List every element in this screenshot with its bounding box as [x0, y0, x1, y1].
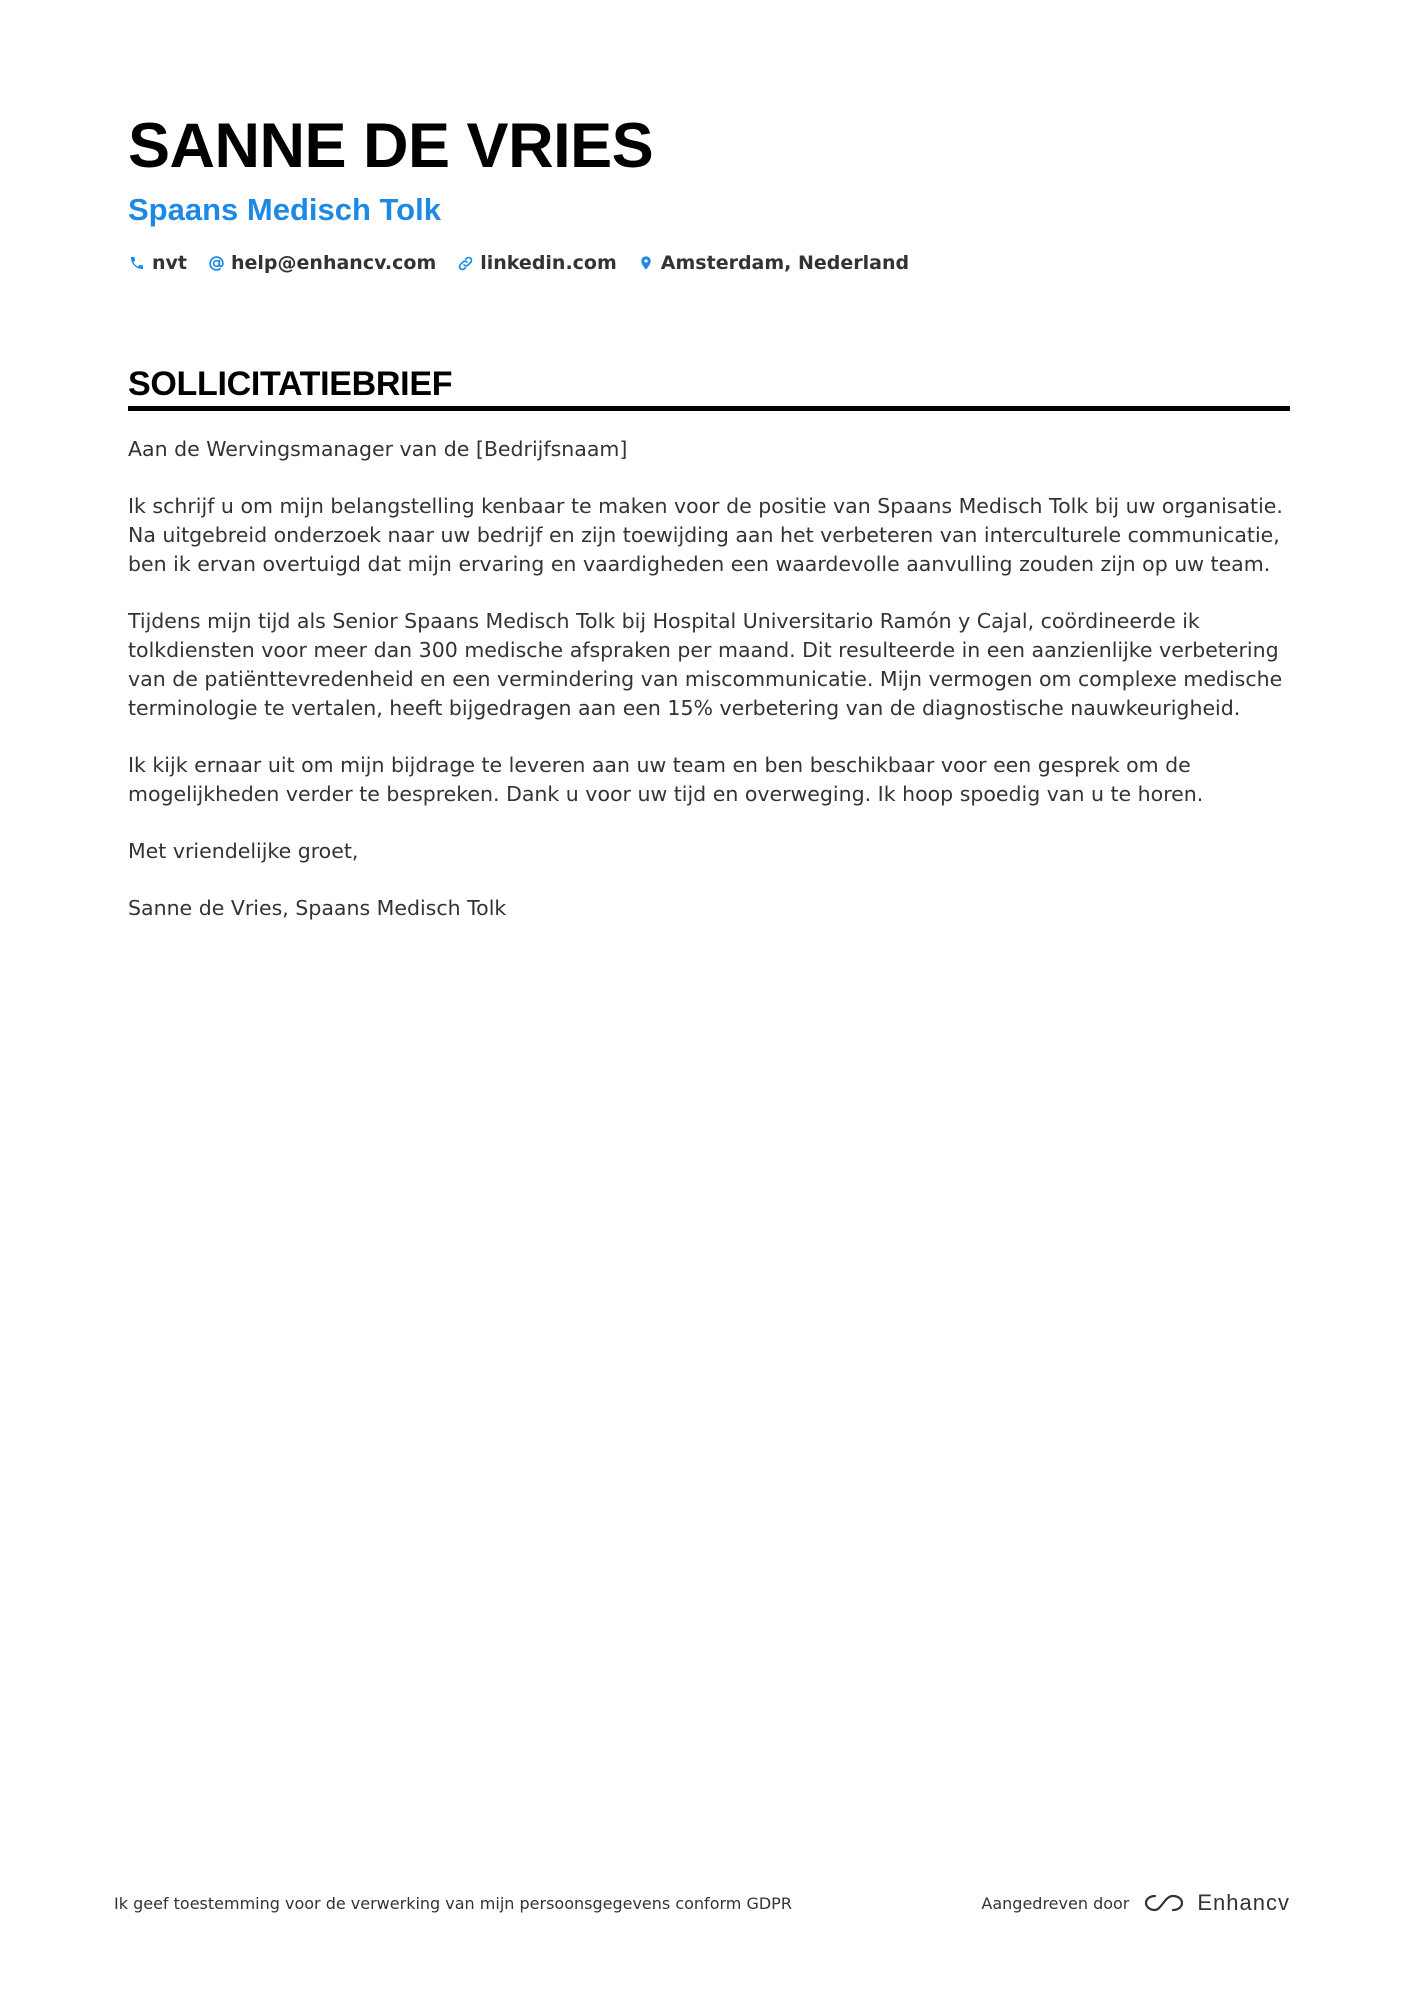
letter-closing: Met vriendelijke groet,: [128, 839, 359, 863]
phone-icon: [128, 254, 146, 272]
contact-bar: [128, 252, 1290, 274]
location-pin-icon: [637, 254, 655, 272]
letter-salutation: Aan de Wervingsmanager van de [Bedrijfsnaam]: [128, 437, 628, 461]
powered-by-label: Aangedreven door: [981, 1893, 1130, 1913]
letter-paragraph: Ik schrijf u om mijn belangstelling kenbaar te maken voor de positie van Spaans Medisch Tolk bij uw organisatie. Na uitgebreid onderzoek naar uw bedrijf en zijn toewijding aan het verbeteren van interculturele communicatie, ben ik ervan overtuigd dat mijn ervaring en vaardigheden een waardevolle aanvulling zouden zijn op uw team.: [128, 494, 1283, 576]
contact-location: [637, 252, 909, 274]
contact-email-text[interactable]: help@enhancv.com: [231, 252, 437, 274]
powered-by[interactable]: [981, 1890, 1290, 1916]
job-title: Spaans Medisch Tolk: [128, 192, 441, 227]
section-title: SOLLICITATIEBRIEF: [128, 364, 1290, 411]
letter-paragraph: Tijdens mijn tijd als Senior Spaans Medisch Tolk bij Hospital Universitario Ramón y Cajal, coördineerde ik tolkdiensten voor meer dan 300 medische afspraken per maand. Dit resulteerde in een aanzienlijke verbetering van de patiënttevredenheid en een vermindering van miscommunicatie. Mijn vermogen om complexe medische terminologie te vertalen, heeft bijgedragen aan een 15% verbetering van de diagnostische nauwkeurigheid.: [128, 609, 1283, 720]
cover-letter-body: [128, 435, 1290, 923]
enhancv-logo-icon: [1141, 1891, 1187, 1915]
letter-signature: Sanne de Vries, Spaans Medisch Tolk: [128, 896, 507, 920]
candidate-name: SANNE DE VRIES: [128, 111, 654, 181]
contact-linkedin-text[interactable]: linkedin.com: [480, 252, 617, 274]
contact-phone-text: nvt: [152, 252, 187, 274]
resume-page: [128, 110, 1290, 951]
letter-paragraph: Ik kijk ernaar uit om mijn bijdrage te leveren aan uw team en ben beschikbaar voor een gesprek om de mogelijkheden verder te bespreken. Dank u voor uw tijd en overweging. Ik hoop spoedig van u te horen.: [128, 753, 1204, 806]
enhancv-brand: Enhancv: [1197, 1890, 1290, 1915]
link-icon: [456, 254, 474, 272]
at-icon: [207, 254, 225, 272]
contact-email[interactable]: [207, 252, 436, 274]
contact-location-text: Amsterdam, Nederland: [660, 252, 910, 274]
contact-phone: [128, 252, 187, 274]
page-footer: [114, 1890, 1290, 1916]
contact-linkedin[interactable]: [456, 252, 617, 274]
gdpr-consent: Ik geef toestemming voor de verwerking van mijn persoonsgegevens conform GDPR: [114, 1893, 792, 1913]
